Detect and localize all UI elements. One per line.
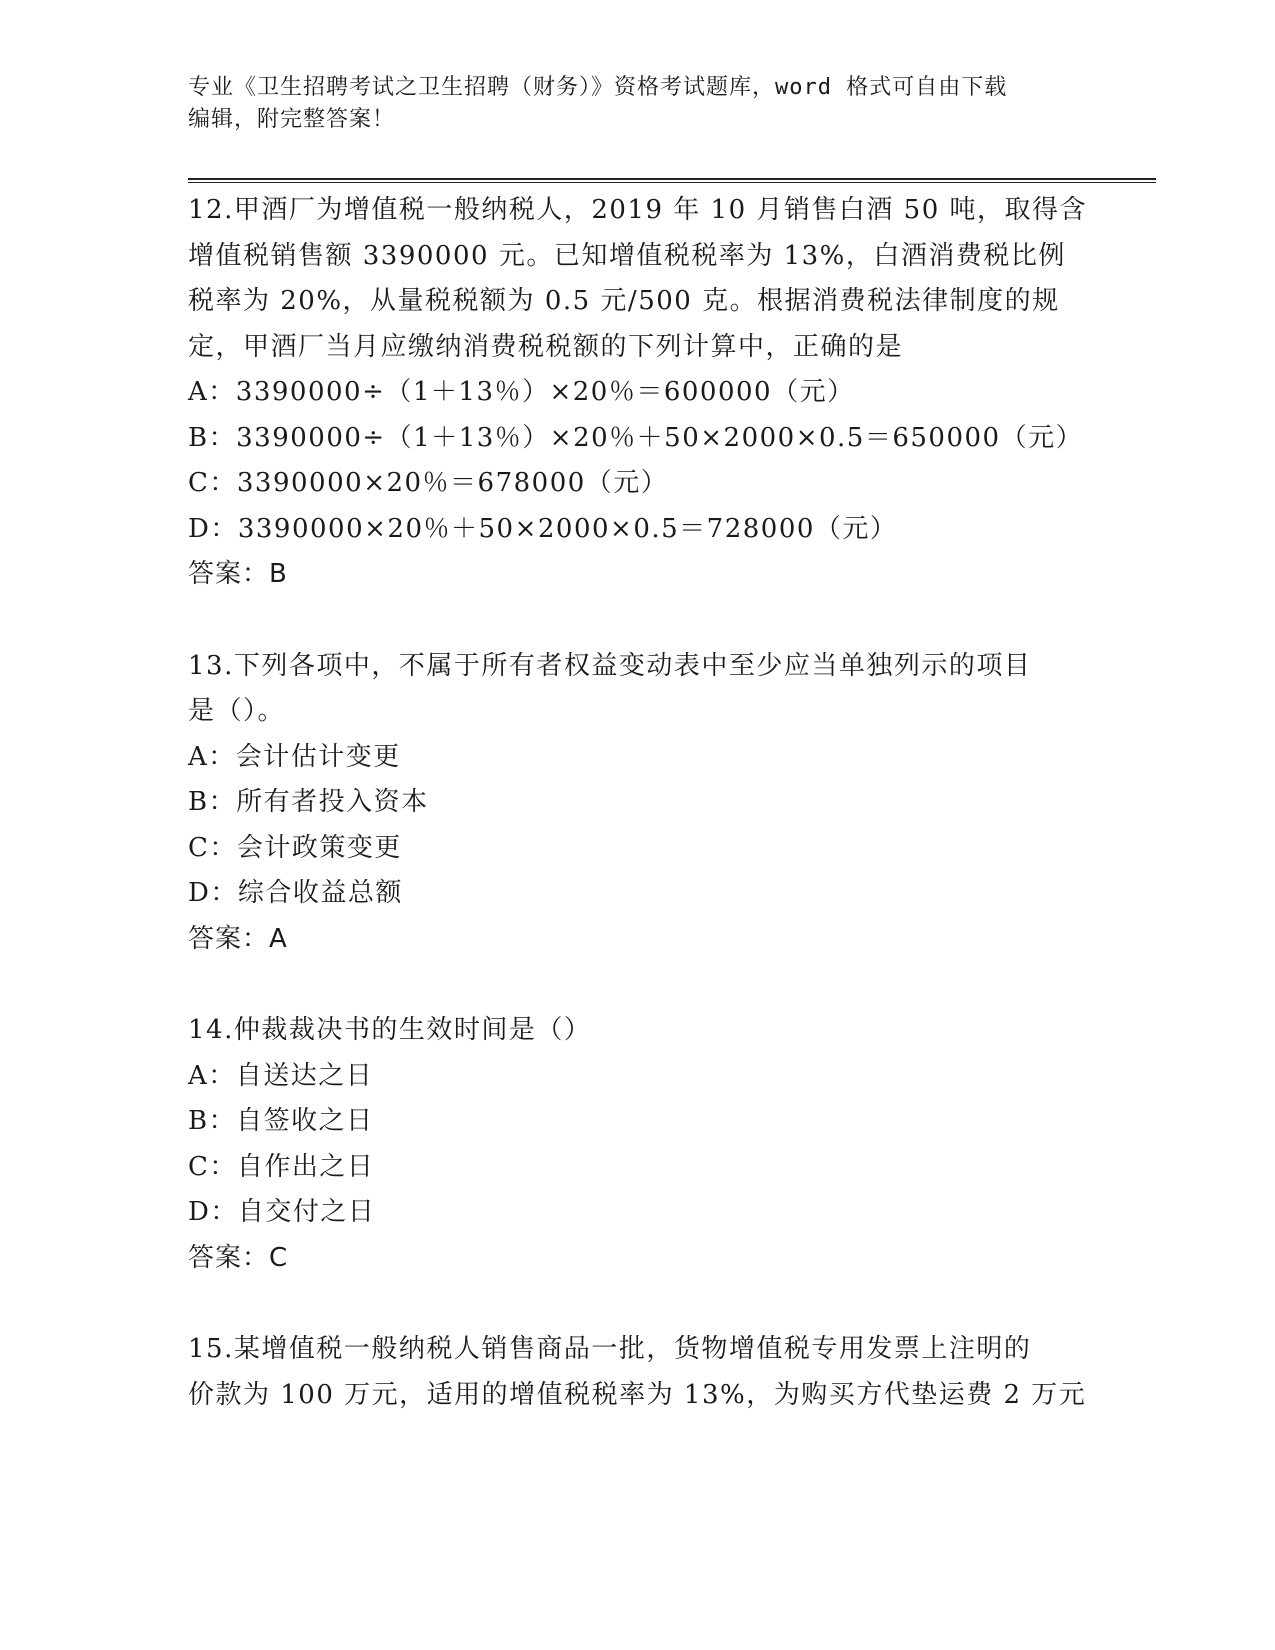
option-d: D：综合收益总额 bbox=[188, 878, 403, 908]
option-c: C：3390000×20％＝678000（元） bbox=[188, 468, 669, 498]
option-a: A：3390000÷（1＋13％）×20％＝600000（元） bbox=[188, 377, 855, 407]
option-b: B：自签收之日 bbox=[188, 1106, 374, 1136]
document-header bbox=[188, 72, 1088, 136]
spacer bbox=[188, 1281, 1088, 1327]
question-stem-line: 定，甲酒厂当月应缴纳消费税税额的下列计算中，正确的是 bbox=[188, 331, 904, 362]
spacer bbox=[188, 962, 1088, 1008]
answer-label: 答案：A bbox=[188, 923, 288, 954]
question-15 bbox=[188, 1327, 1088, 1418]
question-stem-line: 增值税销售额 3390000 元。已知增值税税率为 13%，白酒消费税比例 bbox=[188, 240, 1066, 271]
question-stem-line: 是（）。 bbox=[188, 696, 286, 726]
header-line-2: 编辑，附完整答案！ bbox=[188, 107, 396, 132]
header-divider-thin bbox=[188, 182, 1156, 183]
question-stem-line: 12.甲酒厂为增值税一般纳税人，2019 年 10 月销售白酒 50 吨，取得含 bbox=[188, 195, 1088, 225]
answer-label: 答案：C bbox=[188, 1242, 289, 1273]
option-b: B：3390000÷（1＋13％）×20％＋50×2000×0.5＝650000（元） bbox=[188, 422, 1084, 453]
question-14 bbox=[188, 1008, 1088, 1281]
question-stem-line: 14.仲裁裁决书的生效时间是（） bbox=[188, 1015, 592, 1045]
header-line-1: 专业《卫生招聘考试之卫生招聘（财务）》资格考试题库，word 格式可自由下载 bbox=[188, 75, 1008, 100]
question-13 bbox=[188, 644, 1088, 963]
option-a: A：会计估计变更 bbox=[188, 741, 401, 772]
option-c: C：自作出之日 bbox=[188, 1151, 375, 1182]
question-stem-line: 价款为 100 万元，适用的增值税税率为 13%，为购买方代垫运费 2 万元 bbox=[188, 1379, 1087, 1410]
option-a: A：自送达之日 bbox=[188, 1060, 374, 1091]
spacer bbox=[188, 598, 1088, 644]
question-12 bbox=[188, 188, 1088, 598]
option-d: D：3390000×20％＋50×2000×0.5＝728000（元） bbox=[188, 513, 898, 544]
question-stem-line: 15.某增值税一般纳税人销售商品一批，货物增值税专用发票上注明的 bbox=[188, 1334, 1032, 1364]
answer-label: 答案：B bbox=[188, 559, 288, 589]
option-b: B：所有者投入资本 bbox=[188, 787, 429, 817]
question-stem-line: 税率为 20%，从量税税额为 0.5 元/500 克。根据消费税法律制度的规 bbox=[188, 286, 1060, 316]
option-c: C：会计政策变更 bbox=[188, 832, 402, 863]
option-d: D：自交付之日 bbox=[188, 1197, 376, 1227]
header-divider-thick bbox=[188, 178, 1156, 180]
question-list bbox=[188, 188, 1088, 1418]
question-stem-line: 13.下列各项中，不属于所有者权益变动表中至少应当单独列示的项目 bbox=[188, 650, 1032, 681]
